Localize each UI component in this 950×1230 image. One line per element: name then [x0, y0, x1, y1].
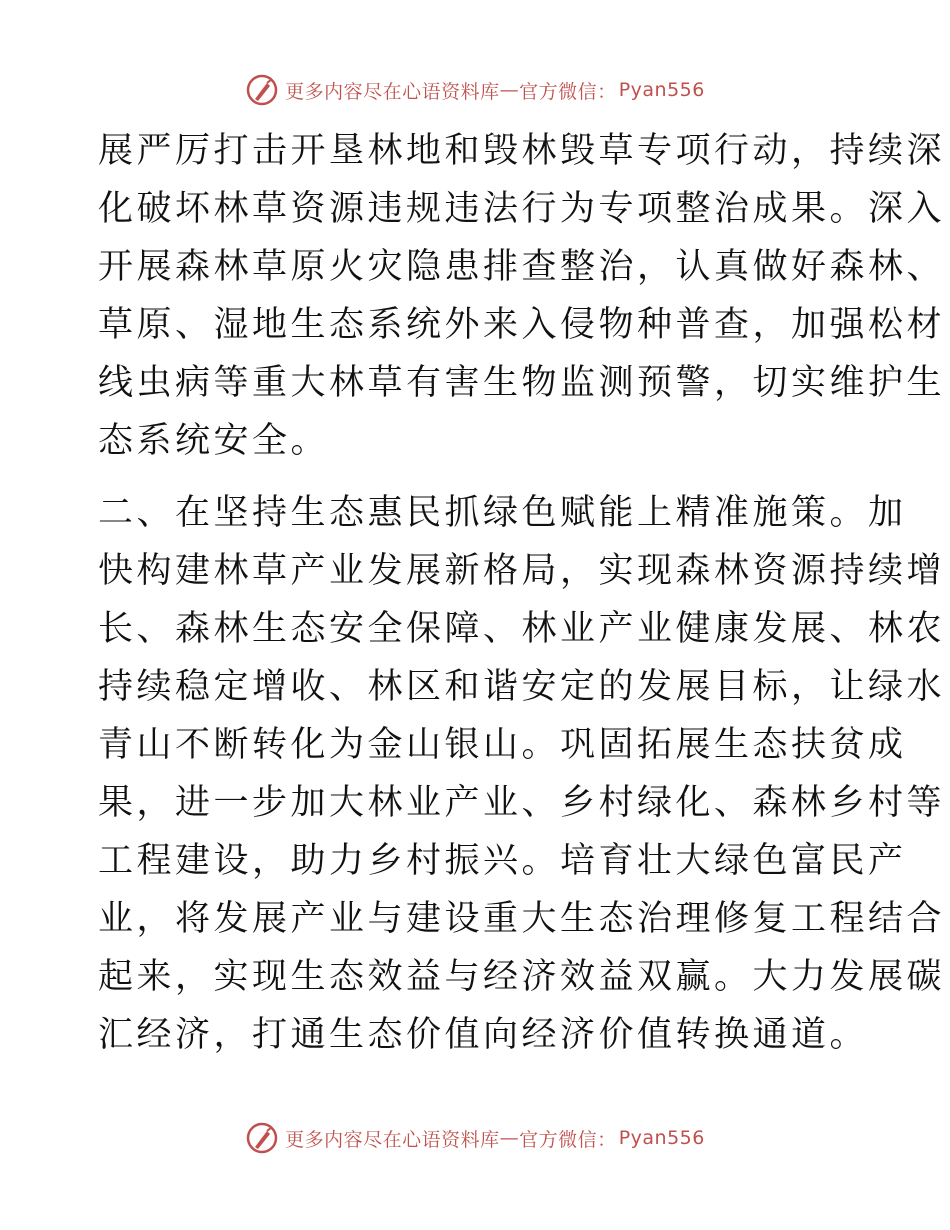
watermark-banner-bottom [0, 1118, 950, 1158]
text-line: 态系统安全。 [98, 421, 330, 461]
watermark-label: 官方微信： [519, 1128, 617, 1151]
text-line: 长、森林生态安全保障、林业产业健康发展、林农 [98, 609, 946, 649]
text-line: 草原、湿地生态系统外来入侵物种普查，加强松材 [98, 305, 946, 345]
quill-logo-icon [245, 73, 279, 107]
text-line: 汇经济，打通生态价值向经济价值转换通道。 [98, 1015, 869, 1055]
watermark-banner-top [0, 70, 950, 110]
document-body [98, 122, 946, 1064]
text-line: 持续稳定增收、林区和谐安定的发展目标，让绿水 [98, 667, 946, 707]
text-line: 青山不断转化为金山银山。巩固拓展生态扶贫成 [98, 725, 907, 765]
text-line: 开展森林草原火灾隐患排查整治，认真做好森林、 [98, 247, 946, 287]
paragraph-2 [98, 484, 946, 1064]
text-line: 线虫病等重大林草有害生物监测预警，切实维护生 [98, 363, 946, 403]
text-line: 快构建林草产业发展新格局，实现森林资源持续增 [98, 551, 946, 591]
watermark-dash: — [499, 79, 520, 101]
text-line: 果，进一步加大林业产业、乡村绿化、森林乡村等 [98, 783, 946, 823]
watermark-id: Pyan556 [618, 79, 705, 101]
text-line: 二、在坚持生态惠民抓绿色赋能上精准施策。加 [98, 493, 907, 533]
watermark-id: Pyan556 [618, 1127, 705, 1149]
watermark-text: 更多内容尽在心语资料库 [285, 1128, 500, 1151]
text-line: 业，将发展产业与建设重大生态治理修复工程结合 [98, 899, 946, 939]
paragraph-gap [98, 470, 858, 484]
paragraph-1 [98, 122, 946, 470]
text-line: 工程建设，助力乡村振兴。培育壮大绿色富民产 [98, 841, 907, 881]
text-line: 化破坏林草资源违规违法行为专项整治成果。深入 [98, 189, 946, 229]
watermark-text: 更多内容尽在心语资料库 [285, 80, 500, 103]
watermark-label: 官方微信： [519, 80, 617, 103]
text-line: 展严厉打击开垦林地和毁林毁草专项行动，持续深 [98, 131, 946, 171]
watermark-dash: — [499, 1127, 520, 1149]
text-line: 起来，实现生态效益与经济效益双赢。大力发展碳 [98, 957, 946, 997]
quill-logo-icon [245, 1121, 279, 1155]
